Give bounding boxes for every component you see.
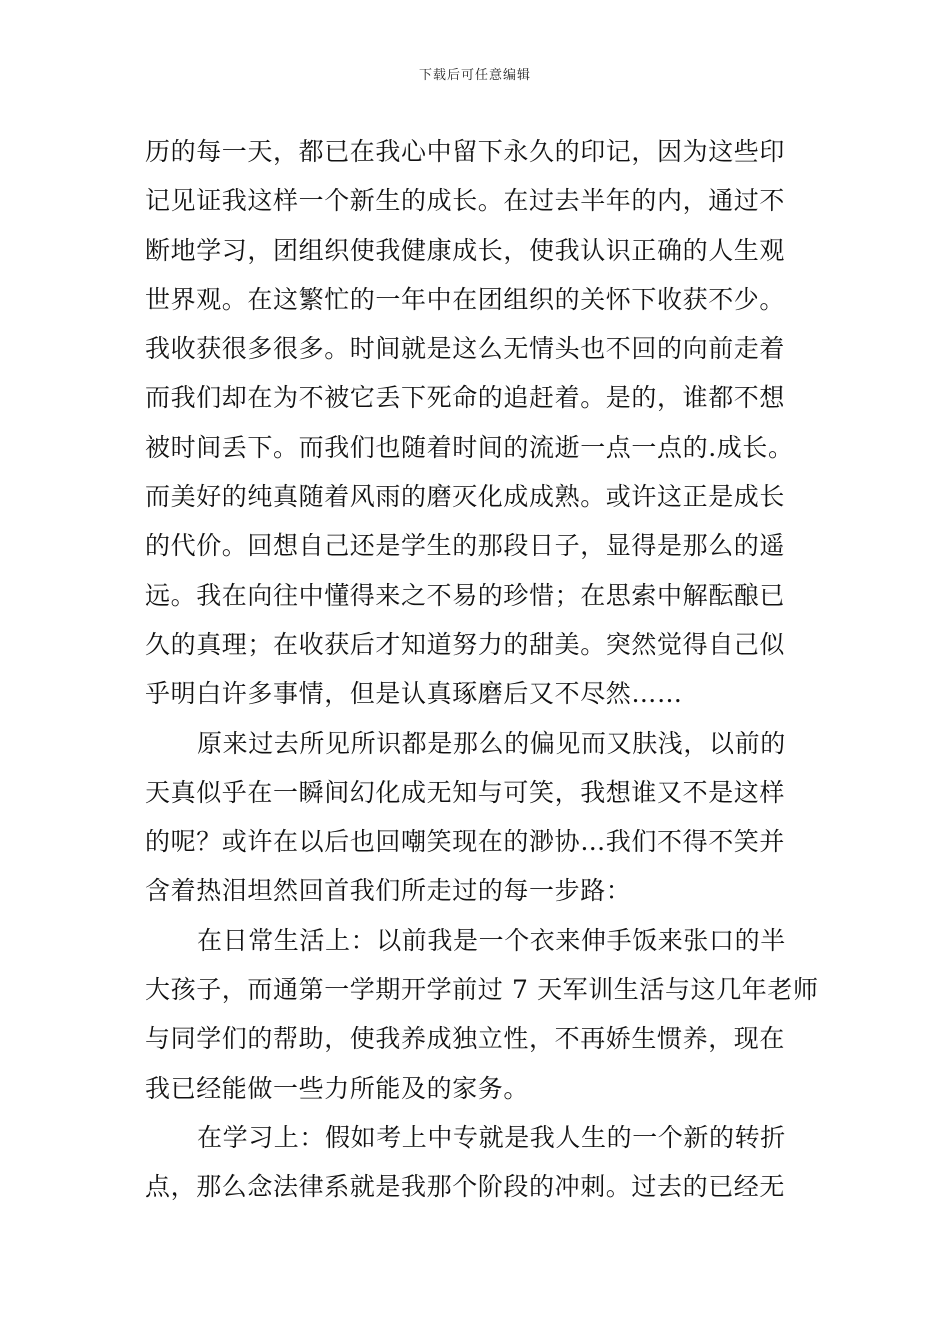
page-header: 下载后可任意编辑 xyxy=(418,68,531,83)
paragraph-first-line: 在学习上：假如考上中专就是我人生的一个新的转折 xyxy=(197,1122,786,1152)
text-line: 天真似乎在一瞬间幻化成无知与可笑，我想谁又不是这样 xyxy=(145,777,786,807)
text-line: 的代价。回想自己还是学生的那段日子，显得是那么的遥 xyxy=(145,531,786,561)
text-line: 大孩子，而通第一学期开学前过 7 天军训生活与这几年老师 xyxy=(145,975,819,1005)
text-line: 而美好的纯真随着风雨的磨灭化成成熟。或许这正是成长 xyxy=(145,482,786,512)
text-line: 断地学习，团组织使我健康成长，使我认识正确的人生观 xyxy=(145,235,786,265)
paragraph-first-line: 原来过去所见所识都是那么的偏见而又肤浅，以前的 xyxy=(197,728,786,758)
text-line: 世界观。在这繁忙的一年中在团组织的关怀下收获不少。 xyxy=(145,284,786,314)
text-line: 含着热泪坦然回首我们所走过的每一步路： xyxy=(145,876,632,906)
text-line: 记见证我这样一个新生的成长。在过去半年的内，通过不 xyxy=(145,186,786,216)
document-body xyxy=(145,127,819,1212)
text-line: 被时间丢下。而我们也随着时间的流逝一点一点的.成长。 xyxy=(145,432,794,462)
paragraph-first-line: 在日常生活上：以前我是一个衣来伸手饭来张口的半 xyxy=(197,925,786,955)
text-line: 的呢？或许在以后也回嘲笑现在的渺协…我们不得不笑并 xyxy=(145,827,786,857)
text-line: 我收获很多很多。时间就是这么无情头也不回的向前走着 xyxy=(145,334,786,364)
text-line: 历的每一天，都已在我心中留下永久的印记，因为这些印 xyxy=(145,137,786,166)
text-line: 而我们却在为不被它丢下死命的追赶着。是的，谁都不想 xyxy=(145,383,786,413)
text-line: 点，那么念法律系就是我那个阶段的冲刺。过去的已经无 xyxy=(145,1172,786,1202)
text-line: 远。我在向往中懂得来之不易的珍惜；在思索中解酝酿已 xyxy=(145,580,786,610)
text-line: 我已经能做一些力所能及的家务。 xyxy=(145,1073,530,1103)
text-line: 乎明白许多事情，但是认真琢磨后又不尽然…… xyxy=(145,679,683,709)
text-line: 与同学们的帮助，使我养成独立性，不再娇生惯养，现在 xyxy=(145,1024,786,1054)
text-line: 久的真理；在收获后才知道努力的甜美。突然觉得自己似 xyxy=(145,629,786,659)
